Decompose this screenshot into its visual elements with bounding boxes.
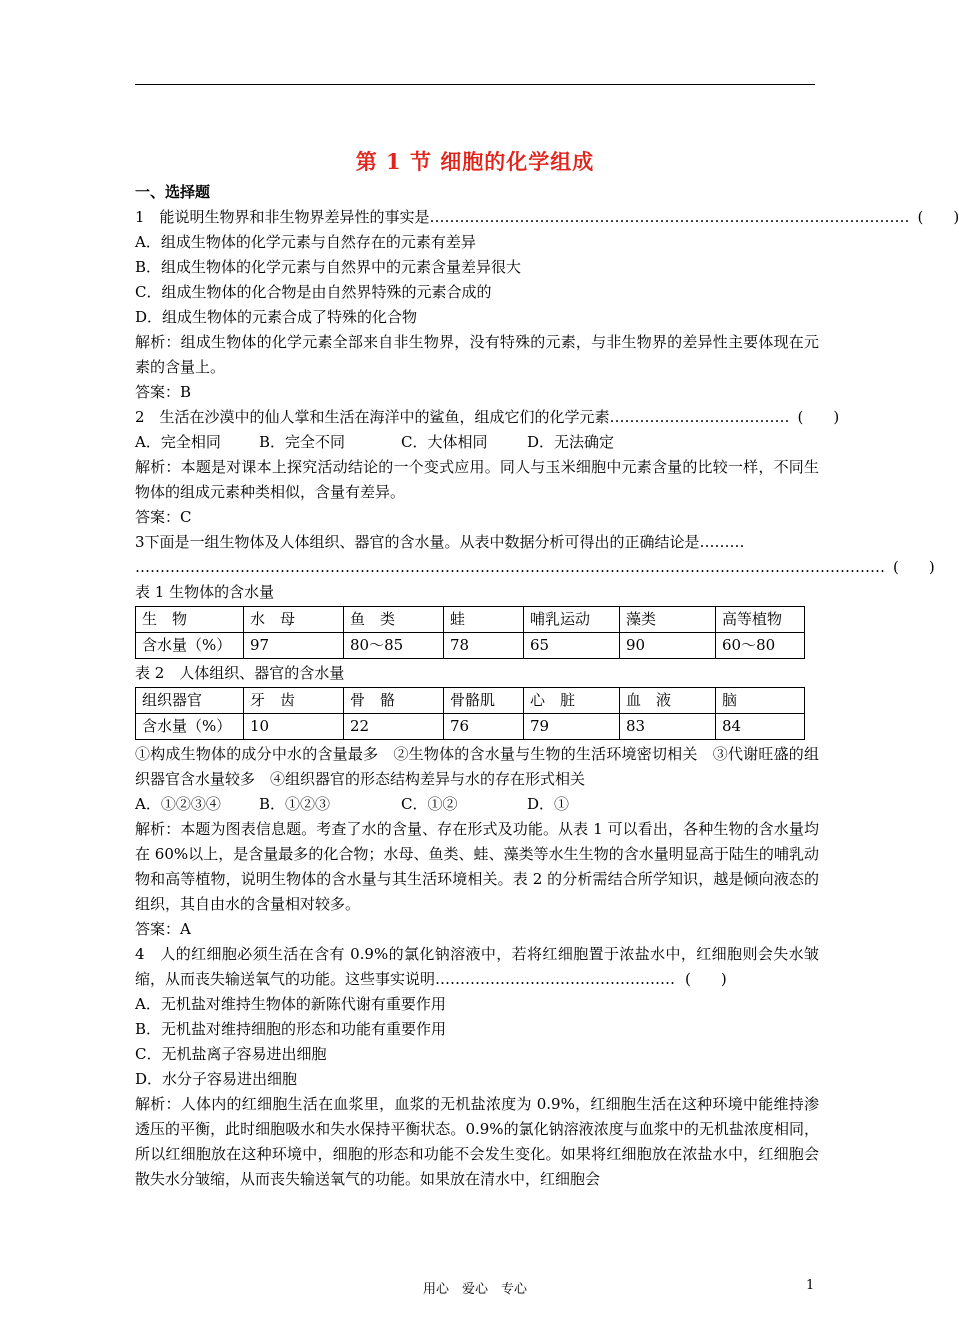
option-c: C．大体相同	[401, 433, 488, 451]
question-2-stem	[135, 405, 840, 430]
table-cell: 蛙	[444, 607, 524, 633]
header-rule	[135, 84, 815, 85]
question-4-stem	[135, 942, 819, 992]
option-d: D．①	[527, 795, 570, 813]
option-a: A．组成生物体的化学元素与自然存在的元素有差异	[135, 233, 476, 251]
option-d: D．组成生物体的元素合成了特殊的化合物	[135, 308, 418, 326]
option-b: B．组成生物体的化学元素与自然界中的元素含量差异很大	[135, 258, 522, 276]
question-text: 4 人的红细胞必须生活在含有 0.9%的氯化钠溶液中，若将红细胞置于浓盐水中，红细胞则会失水皱缩，从而丧失输送氧气的功能。这些事实说明	[135, 945, 819, 988]
table-cell: 骨骼肌	[444, 688, 524, 714]
question-3-leader	[135, 555, 935, 580]
table-row	[136, 633, 805, 659]
table-cell: 哺乳运动	[524, 607, 620, 633]
answer-blank: ( )	[917, 208, 959, 226]
answer-2: 答案：C	[135, 508, 192, 526]
table-cell: 含水量（%）	[136, 633, 244, 659]
table-cell: 生 物	[136, 607, 244, 633]
table-row	[136, 714, 805, 740]
table-row	[136, 688, 805, 714]
table-cell: 组织器官	[136, 688, 244, 714]
table-cell: 水 母	[244, 607, 344, 633]
table-cell: 76	[444, 714, 524, 740]
table-cell: 含水量（%）	[136, 714, 244, 740]
table-cell: 藻类	[620, 607, 716, 633]
analysis-3: 解析：本题为图表信息题。考查了水的含量、存在形式及功能。从表 1 可以看出，各种生物的含水量均在 60%以上，是含量最多的化合物；水母、鱼类、蛙、藻类等水生生物的含水量明显高于陆生的哺乳动物和高等植物，说明生物体的含水量与其生活环境相关。表 2 的分析需结合所学知识，越是倾向液态的组织，其自由水的含量相对较多。	[135, 820, 819, 913]
table-cell: 83	[620, 714, 716, 740]
table-cell: 80～85	[344, 633, 444, 659]
table-cell: 鱼 类	[344, 607, 444, 633]
table-1-caption: 表 1 生物体的含水量	[135, 583, 275, 601]
document-body	[135, 180, 959, 1192]
page-footer: 用心 爱心 专心	[422, 1282, 527, 1297]
option-b: B．①②③	[259, 795, 331, 813]
option-b: B．无机盐对维持细胞的形态和功能有重要作用	[135, 1020, 447, 1038]
answer-1: 答案：B	[135, 383, 192, 401]
answer-blank: ( )	[893, 558, 935, 576]
question-text: 2 生活在沙漠中的仙人掌和生活在海洋中的鲨鱼，组成它们的化学元素	[135, 408, 610, 426]
question-1-stem	[135, 205, 959, 230]
option-a: A．完全相同	[135, 433, 221, 451]
table-cell: 60～80	[716, 633, 805, 659]
table-cell: 牙 齿	[244, 688, 344, 714]
table-cell: 97	[244, 633, 344, 659]
analysis-2: 解析：本题是对课本上探究活动结论的一个变式应用。同人与玉米细胞中元素含量的比较一样，不同生物体的组成元素种类相似，含量有差异。	[135, 458, 819, 501]
option-c: C．无机盐离子容易进出细胞	[135, 1045, 327, 1063]
option-c: C．①②	[401, 795, 458, 813]
table-cell: 90	[620, 633, 716, 659]
table-2-caption: 表 2 人体组织、器官的含水量	[135, 664, 345, 682]
question-3-stem: 3下面是一组生物体及人体组织、器官的含水量。从表中数据分析可得出的正确结论是………	[135, 533, 745, 551]
table-2	[135, 687, 805, 740]
analysis-4: 解析：人体内的红细胞生活在血浆里，血浆的无机盐浓度为 0.9%，红细胞生活在这种环境中能维持渗透压的平衡，此时细胞吸水和失水保持平衡状态。0.9%的氯化钠溶液浓度与血浆中的无机盐浓度相同，所以红细胞放在这种环境中，细胞的形态和功能不会发生变化。如果将红细胞放在浓盐水中，红细胞会散失水分皱缩，从而丧失输送氧气的功能。如果放在清水中，红细胞会	[135, 1095, 819, 1188]
table-cell: 78	[444, 633, 524, 659]
answer-3: 答案：A	[135, 920, 191, 938]
leader-dots: …………………………………………	[435, 970, 676, 988]
page-number: 1	[806, 1278, 815, 1293]
option-b: B．完全不同	[259, 433, 346, 451]
answer-blank: ( )	[797, 408, 840, 426]
table-cell: 10	[244, 714, 344, 740]
analysis-1: 解析：组成生物体的化学元素全部来自非生物界，没有特殊的元素，与非生物界的差异性主要体现在元素的含量上。	[135, 333, 819, 376]
option-c: C．组成生物体的化合物是由自然界特殊的元素合成的	[135, 283, 492, 301]
table-cell: 血 液	[620, 688, 716, 714]
leader-dots: ………………………………	[609, 408, 790, 426]
table-row	[136, 607, 805, 633]
table-cell: 65	[524, 633, 620, 659]
question-2-options	[135, 430, 819, 455]
question-text: 1 能说明生物界和非生物界差异性的事实是	[135, 208, 430, 226]
table-cell: 79	[524, 714, 620, 740]
table-cell: 骨 骼	[344, 688, 444, 714]
page-title: 第 1 节 细胞的化学组成	[355, 149, 595, 174]
option-a: A．无机盐对维持生物体的新陈代谢有重要作用	[135, 995, 446, 1013]
option-d: D．水分子容易进出细胞	[135, 1070, 298, 1088]
table-1	[135, 606, 805, 659]
table-cell: 高等植物	[716, 607, 805, 633]
table-cell: 心 脏	[524, 688, 620, 714]
question-3-statements: ①构成生物体的成分中水的含量最多 ②生物体的含水量与生物的生活环境密切相关 ③代谢旺盛的组织器官含水量较多 ④组织器官的形态结构差异与水的存在形式相关	[135, 745, 819, 788]
section-heading: 一、选择题	[135, 183, 211, 201]
table-cell: 脑	[716, 688, 805, 714]
leader-dots: ……………………………………………………………………………………………………………………………………	[135, 558, 885, 576]
option-a: A．①②③④	[135, 795, 221, 813]
leader-dots: ……………………………………………………………………………………	[429, 208, 910, 226]
question-3-options	[135, 792, 819, 817]
answer-blank: ( )	[685, 970, 727, 988]
table-cell: 22	[344, 714, 444, 740]
table-cell: 84	[716, 714, 805, 740]
option-d: D．无法确定	[527, 433, 615, 451]
